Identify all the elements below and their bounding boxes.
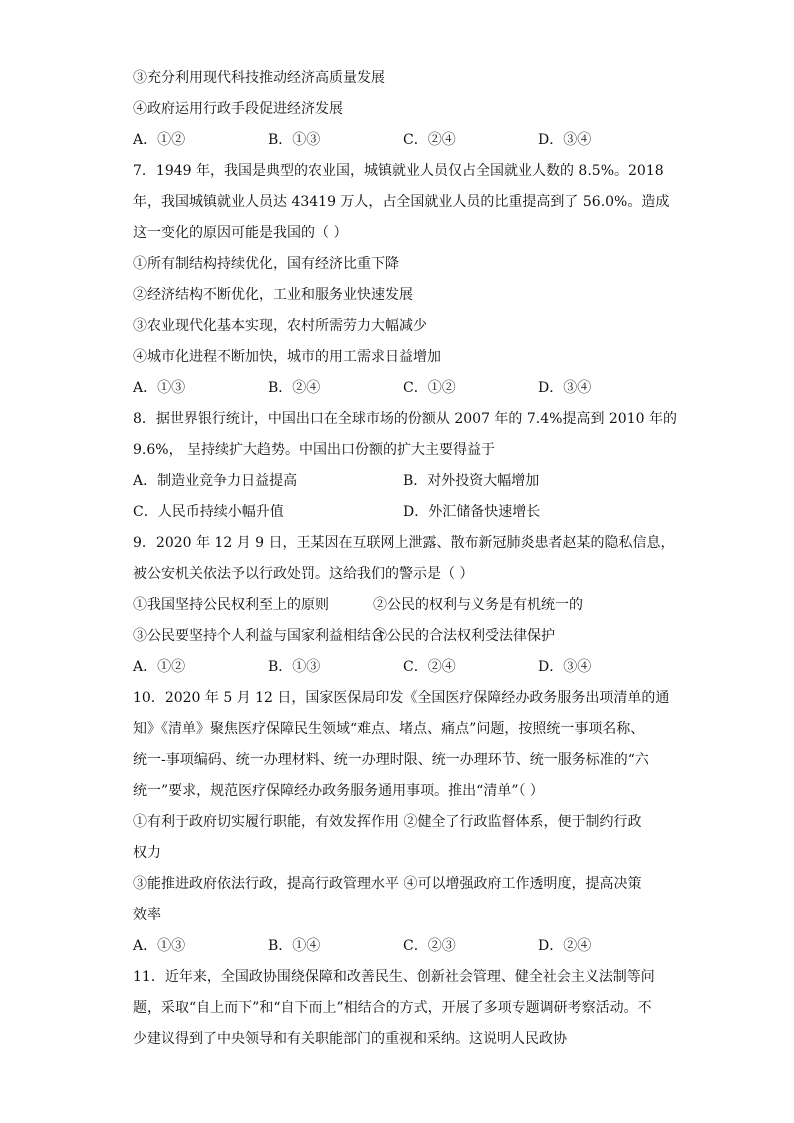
q7-item-3: ③农业现代化基本实现，农村所需劳力大幅减少 xyxy=(133,318,427,334)
q9-option-b: B．①③ xyxy=(268,659,321,675)
q8-stem-line-1: 8．据世界银行统计，中国出口在全球市场的份额从 2007 年的 7.4%提高到 2010 年的 xyxy=(133,411,677,427)
q10-option-c: C．②③ xyxy=(403,938,456,954)
q8-option-c: C．人民币持续小幅升值 xyxy=(133,504,284,520)
q11-stem-line-3: 少建议得到了中央领导和有关职能部门的重视和采纳。这说明人民政协 xyxy=(133,1031,567,1047)
q11-stem-line-1: 11．近年来，全国政协围绕保障和改善民生、创新社会管理、健全社会主义法制等问 xyxy=(133,969,655,985)
q8-options-row-1 xyxy=(133,466,673,497)
q7-option-b: B．②④ xyxy=(268,380,321,396)
q6-item-3: ③充分利用现代科技推动经济高质量发展 xyxy=(133,70,385,86)
q7-option-d: D．③④ xyxy=(538,380,592,396)
q8-option-d: D．外汇储备快速增长 xyxy=(403,504,541,520)
q9-items-row-2 xyxy=(133,621,673,652)
q7-option-a: A．①③ xyxy=(133,380,186,396)
q7-item-1: ①所有制结构持续优化，国有经济比重下降 xyxy=(133,256,399,272)
q10-option-d: D．②④ xyxy=(538,938,592,954)
q9-stem-line-1: 9．2020 年 12 月 9 日，王某因在互联网上泄露、散布新冠肺炎患者赵某的隐私信息， xyxy=(133,535,675,551)
q9-item-3: ③公民要坚持个人利益与国家利益相结合 xyxy=(133,628,385,644)
q6-option-a: A．①② xyxy=(133,132,186,148)
q9-item-4: ④公民的合法权利受法律保护 xyxy=(373,628,555,644)
question-content xyxy=(133,63,677,1055)
q7-stem-line-2: 年，我国城镇就业人员达 43419 万人，占全国就业人员的比重提高到了 56.0%。造成 xyxy=(133,194,670,210)
q9-item-1: ①我国坚持公民权利至上的原则 xyxy=(133,597,329,613)
q10-stem-line-2: 知》《清单》聚焦医疗保障民生领域“难点、堵点、痛点”问题，按照统一事项名称、 xyxy=(133,721,645,737)
q7-stem-line-1: 7．1949 年，我国是典型的农业国，城镇就业人员仅占全国就业人数的 8.5%。2018 xyxy=(133,163,664,179)
q10-option-a: A．①③ xyxy=(133,938,186,954)
q6-item-4: ④政府运用行政手段促进经济发展 xyxy=(133,101,343,117)
q8-options-row-2 xyxy=(133,497,673,528)
q8-stem-line-2: 9.6%， 呈持续扩大趋势。中国出口份额的扩大主要得益于 xyxy=(133,442,496,458)
q10-items-line-1: ①有利于政府切实履行职能，有效发挥作用 ②健全了行政监督体系，便于制约行政 xyxy=(133,814,642,830)
q9-items-row-1 xyxy=(133,590,673,621)
q8-option-a: A．制造业竞争力日益提高 xyxy=(133,473,298,489)
q10-items-line-2: 权力 xyxy=(133,845,161,861)
q8-option-b: B．对外投资大幅增加 xyxy=(403,473,540,489)
q7-option-c: C．①② xyxy=(403,380,456,396)
q10-items-line-3: ③能推进政府依法行政，提高行政管理水平 ④可以增强政府工作透明度，提高决策 xyxy=(133,876,642,892)
q6-option-c: C．②④ xyxy=(403,132,456,148)
q11-stem-line-2: 题，采取“自上而下”和“自下而上”相结合的方式，开展了多项专题调研考察活动。不 xyxy=(133,1000,652,1016)
q9-stem-line-2: 被公安机关依法予以行政处罚。这给我们的警示是（ ） xyxy=(133,566,474,582)
q9-options xyxy=(133,652,673,683)
q6-options xyxy=(133,125,673,156)
q10-items-line-4: 效率 xyxy=(133,907,161,923)
q7-stem-line-3: 这一变化的原因可能是我国的（ ） xyxy=(133,225,348,241)
q10-option-b: B．①④ xyxy=(268,938,321,954)
q10-stem-line-4: 统一”要求，规范医疗保障经办政务服务通用事项。推出“清单”（ ） xyxy=(133,783,544,799)
q9-option-c: C．②④ xyxy=(403,659,456,675)
q6-option-d: D．③④ xyxy=(538,132,592,148)
q7-options xyxy=(133,373,673,404)
q9-option-d: D．③④ xyxy=(538,659,592,675)
q10-stem-line-1: 10．2020 年 5 月 12 日，国家医保局印发《全国医疗保障经办政务服务出项清单的通 xyxy=(133,690,670,706)
q10-options xyxy=(133,931,673,962)
q9-item-2: ②公民的权利与义务是有机统一的 xyxy=(373,597,583,613)
q7-item-2: ②经济结构不断优化，工业和服务业快速发展 xyxy=(133,287,413,303)
q10-stem-line-3: 统一-事项编码、统一办理材料、统一办理时限、统一办理环节、统一服务标准的“六 xyxy=(133,752,649,768)
q9-option-a: A．①② xyxy=(133,659,186,675)
q7-item-4: ④城市化进程不断加快，城市的用工需求日益增加 xyxy=(133,349,441,365)
q6-option-b: B．①③ xyxy=(268,132,321,148)
